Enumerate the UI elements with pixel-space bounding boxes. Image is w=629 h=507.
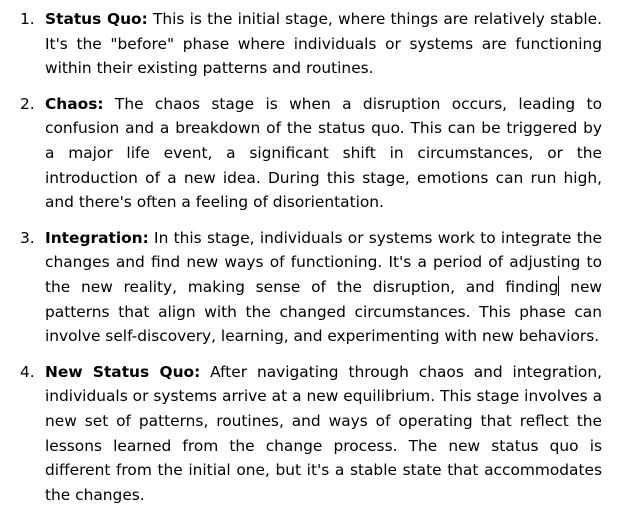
list-item-status-quo <box>0 7 602 81</box>
list-text: This is the initial stage, where things are relatively stable. It's the "before" phase where individuals or systems are functioning within their existing patterns and routines. <box>45 10 602 78</box>
list-item-chaos <box>0 92 602 215</box>
list-term: Status Quo: <box>45 10 148 28</box>
list-number: 2. <box>20 94 35 113</box>
list-text: In this stage, individuals or systems work to integrate the changes and find new ways of functioning. It's a period of adjusting to the new reality, making sense of the disruption, and finding <box>45 228 602 296</box>
list-number: 1. <box>20 10 35 28</box>
list-number: 3. <box>20 228 35 247</box>
list-text: new patterns that align with the changed circumstances. This phase can involve self-discovery, learning, and experimenting with new behaviors. <box>45 277 603 346</box>
list-item-new-status-quo <box>0 360 602 507</box>
list-term: New Status Quo: <box>45 362 201 381</box>
numbered-list <box>0 7 602 507</box>
list-item-integration <box>0 226 602 349</box>
list-number: 4. <box>20 362 35 381</box>
list-text: After navigating through chaos and integration, individuals or systems arrive at a new equilibrium. This stage involves a new set of patterns, routines, and ways of operating that reflect the lessons learned from the change process. The new status quo is different from the initial one, but it's a stable state that accommodates the changes. <box>45 362 602 504</box>
list-term: Integration: <box>45 228 149 247</box>
list-term: Chaos: <box>45 94 104 113</box>
list-text: The chaos stage is when a disruption occurs, leading to confusion and a breakdown of the status quo. This can be triggered by a major life event, a significant shift in circumstances, or the introduction of a new idea. During this stage, emotions can run high, and there's often a feeling of disorientation. <box>45 94 602 212</box>
